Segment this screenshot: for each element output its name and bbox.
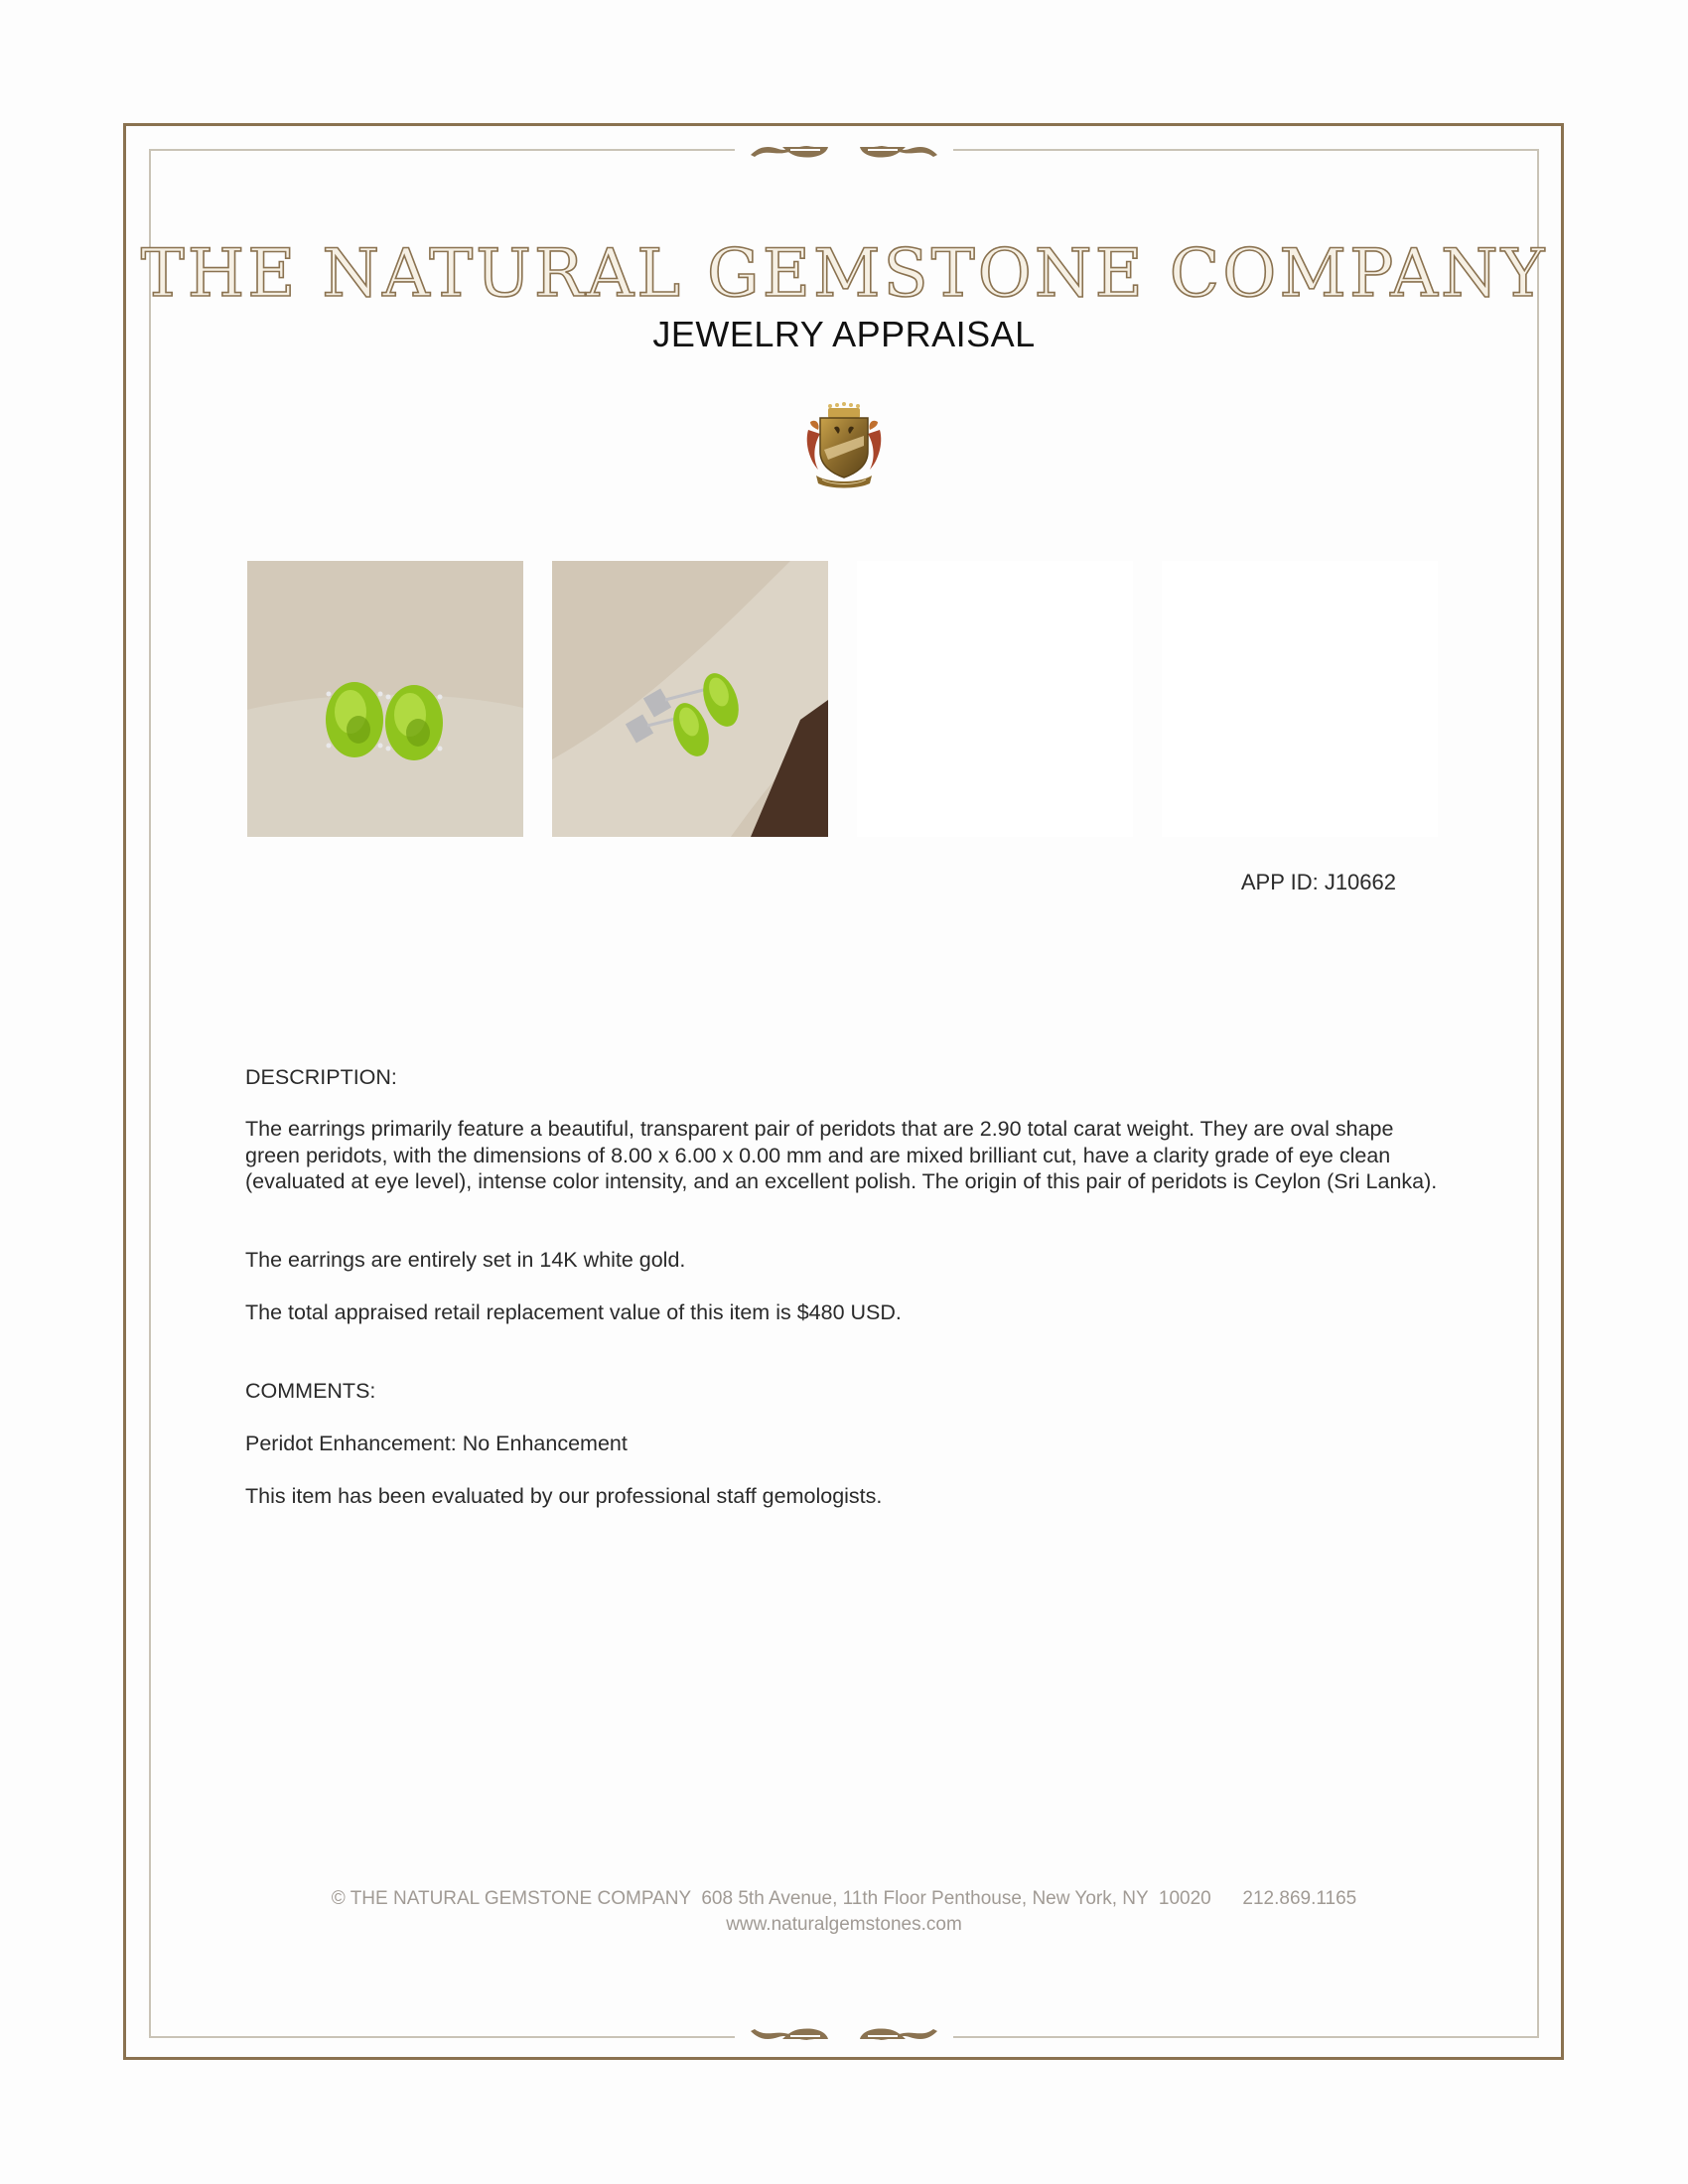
flourish-icon <box>745 137 943 161</box>
bottom-flourish-ornament <box>735 2020 953 2054</box>
company-crest-logo <box>802 400 886 491</box>
peridot-earrings-side-image <box>552 561 828 837</box>
footer-address: © THE NATURAL GEMSTONE COMPANY 608 5th Avenue, 11th Floor Penthouse, New York, NY 10020 212.869.1165 <box>331 1888 1357 1909</box>
photo-earrings-side[interactable] <box>552 561 828 837</box>
company-name-title <box>0 234 1688 314</box>
appraised-value-paragraph: The total appraised retail replacement value of this item is $480 USD. <box>245 1300 902 1324</box>
photo-slot-empty-4 <box>1162 561 1438 837</box>
footer-website-link[interactable]: www.naturalgemstones.com <box>726 1914 962 1935</box>
peridot-earrings-front-image <box>247 561 523 837</box>
flourish-icon <box>745 2025 943 2049</box>
company-name: THE NATURAL GEMSTONE COMPANY <box>140 235 1548 312</box>
description-heading: DESCRIPTION: <box>245 1065 397 1089</box>
top-flourish-ornament <box>735 132 953 166</box>
photo-slot-empty-3 <box>857 561 1133 837</box>
photo-earrings-front[interactable] <box>247 561 523 837</box>
crest-icon <box>802 400 886 491</box>
document-type-heading: JEWELRY APPRAISAL <box>652 314 1036 354</box>
description-paragraph: The earrings primarily feature a beautiful, transparent pair of peridots that are 2.90 total carat weight. They are oval shape green peridots, with the dimensions of 8.00 x 6.00 x 0.00 mm and are mixed brilliant cut, have a clarity grade of eye clean (evaluated at eye level), intense color intensity, and an excellent polish. The origin of this pair of peridots is Ceylon (Sri Lanka). <box>245 1117 1438 1193</box>
app-id-label: APP ID: J10662 <box>1240 870 1396 894</box>
metal-paragraph: The earrings are entirely set in 14K white gold. <box>245 1248 686 1272</box>
evaluation-comment: This item has been evaluated by our professional staff gemologists. <box>245 1484 883 1508</box>
enhancement-comment: Peridot Enhancement: No Enhancement <box>245 1432 628 1455</box>
comments-heading: COMMENTS: <box>245 1379 376 1403</box>
photo-gallery <box>247 561 1439 837</box>
